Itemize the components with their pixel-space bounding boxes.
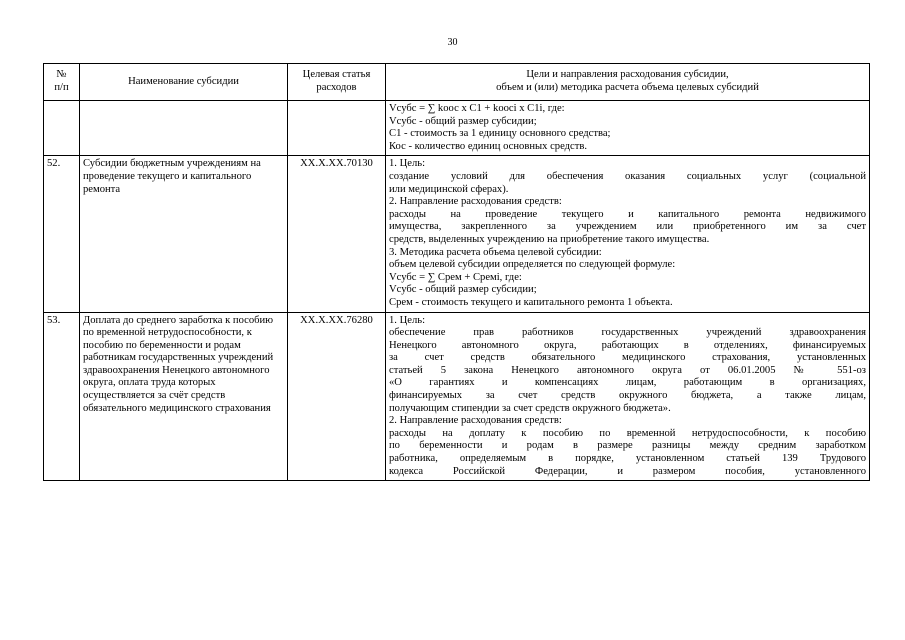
description-line: Vсубс = ∑ Срем + Срем​i, где:	[389, 271, 522, 283]
subsidy-name: Доплата до среднего заработка к пособию по временной нетрудоспособности, к пособию по беременности и родам работникам государственных учреждений здравоохранения Ненецкого автономного округа, оплата труда которых осуществляется за счёт средств обязательного медицинского страхования	[80, 312, 288, 481]
description-line: Vсубс - общий размер субсидии;	[389, 115, 537, 127]
header-name: Наименование субсидии	[80, 64, 288, 101]
description-line: статьей 5 закона Ненецкого автономного округа от 06.01.2005 № 551-оз	[389, 364, 866, 376]
table-row	[44, 312, 870, 481]
description-line: обеспечение прав работников государственных учреждений здравоохранения	[389, 327, 866, 339]
description-line: имущества, закрепленного за учреждением или приобретенного им за счет	[389, 221, 866, 233]
description-line: финансируемых за счет средств окружного бюджета, а также лицам,	[389, 390, 866, 402]
description-line: расходы на проведение текущего и капитального ремонта недвижимого	[389, 208, 866, 220]
description-line: расходы на доплату к пособию по временной нетрудоспособности, к пособию	[389, 427, 866, 439]
row-number	[44, 101, 80, 156]
description-line: объем целевой субсидии определяется по следующей формуле:	[389, 259, 676, 271]
subsidy-name	[80, 101, 288, 156]
description-line: «О гарантиях и компенсациях лицам, работающим в организациях,	[389, 377, 866, 389]
row-number: 53.	[44, 312, 80, 481]
description-line: Vсубс - общий размер субсидии;	[389, 284, 537, 296]
description-line: получающим стипендии за счет средств окружного бюджета».	[389, 402, 671, 414]
target-article-code: XX.X.XX.70130	[288, 156, 386, 312]
subsidies-table	[43, 63, 870, 481]
row-number: 52.	[44, 156, 80, 312]
target-article-code: XX.X.XX.76280	[288, 312, 386, 481]
description-line: работника, определяемым в порядке, установленном статьей 139 Трудового	[389, 453, 866, 465]
table-row	[44, 101, 870, 156]
goals-description	[386, 101, 870, 156]
description-line: создание условий для обеспечения оказания социальных услуг (социальной	[389, 170, 866, 182]
description-line: Срем - стоимость текущего и капитального ремонта 1 объекта.	[389, 296, 673, 308]
page-number: 30	[447, 37, 458, 48]
goals-description	[386, 156, 870, 312]
description-line: C1 - стоимость за 1 единицу основного средства;	[389, 128, 611, 140]
description-line: или медицинской сферах).	[389, 183, 509, 195]
table-header-row	[44, 64, 870, 101]
description-line: 2. Направление расходования средств:	[389, 415, 562, 427]
description-line: 1. Цель:	[389, 314, 426, 326]
header-goals: Цели и направления расходования субсидии, объем и (или) методика расчета объема целевых субсидий	[386, 64, 870, 101]
header-num: № п/п	[44, 64, 80, 101]
description-line: 2. Направление расходования средств:	[389, 196, 562, 208]
description-line: Кос - количество единиц основных средств.	[389, 140, 588, 152]
subsidy-name: Субсидии бюджетным учреждениям на проведение текущего и капитального ремонта	[80, 156, 288, 312]
target-article-code	[288, 101, 386, 156]
description-line: за счет средств обязательного медицинского страхования, установленных	[389, 352, 866, 364]
description-line: средств, выделенных учреждению на приобретение такого имущества.	[389, 233, 710, 245]
description-line: кодекса Российской Федерации, и размером пособия, установленного	[389, 465, 866, 477]
description-line: 1. Цель:	[389, 158, 426, 170]
goals-description	[386, 312, 870, 481]
header-code: Целевая статья расходов	[288, 64, 386, 101]
description-line: Vсубс = ∑ kоос x C1 + kооci x C1i, где:	[389, 103, 565, 114]
description-line: 3. Методика расчета объема целевой субсидии:	[389, 246, 602, 258]
description-line: по беременности и родам в размере разницы между средним заработком	[389, 440, 866, 452]
description-line: Ненецкого автономного округа, работающих в отделениях, финансируемых	[389, 339, 866, 351]
table-row	[44, 156, 870, 312]
